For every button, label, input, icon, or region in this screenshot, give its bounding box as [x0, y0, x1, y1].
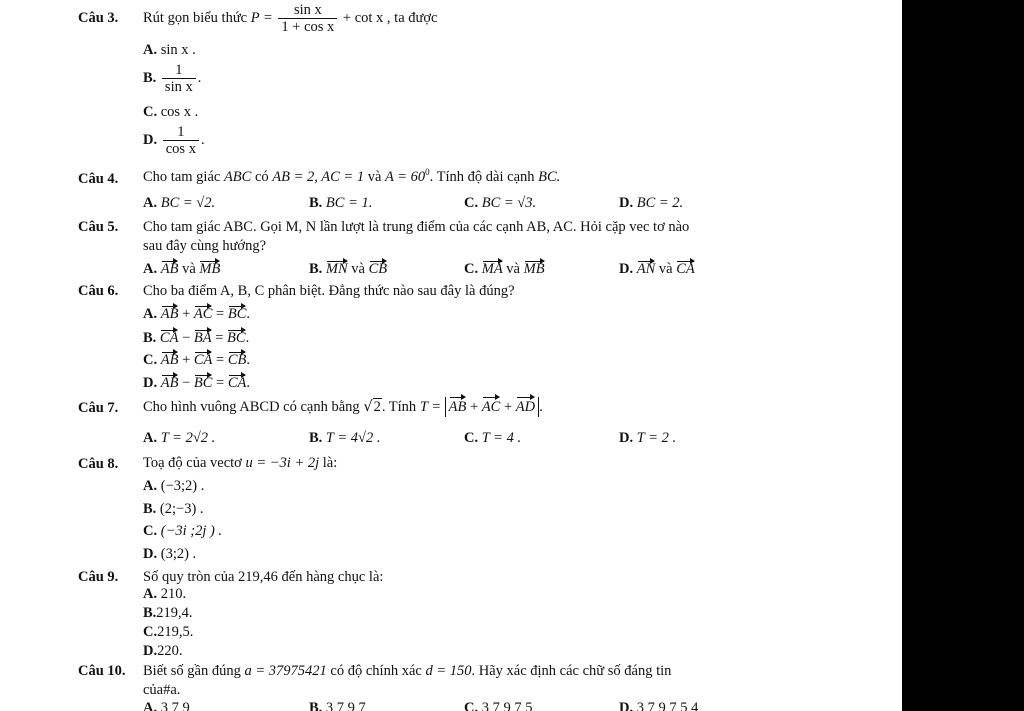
q4-option-d [619, 195, 683, 212]
q4-option-b [309, 195, 372, 212]
option-text: T = 4 . [481, 430, 522, 446]
vector: BC [227, 330, 246, 346]
option-label: A. [143, 195, 158, 211]
option-label: D. [143, 375, 158, 391]
option-label: D. [143, 131, 158, 148]
frac-den: cos x [165, 141, 196, 157]
option-text: 3 7 9 7 5 4 [636, 700, 699, 711]
q7-stem: Cho hình vuông ABCD có cạnh bằng √2. Tính T = AB + AC + AD . [143, 399, 543, 415]
vector: AB [160, 352, 179, 368]
q4-option-a [143, 195, 215, 212]
q8-text-1: Toạ độ của vectơ [143, 455, 242, 471]
option-text: BC = 2. [636, 195, 684, 211]
vector: AD [515, 399, 536, 415]
q9-number: Câu 9. [78, 569, 119, 585]
q6-option-a [143, 306, 250, 323]
vector: CA [227, 375, 247, 391]
option-text: BC = √2. [160, 195, 216, 211]
option-label: D. [619, 195, 634, 211]
option-text: T = 4√2 . [325, 430, 381, 446]
q7-option-a [143, 430, 215, 447]
option-label: D. [143, 643, 158, 659]
frac-num: 1 [163, 124, 199, 141]
q6-option-d [143, 375, 250, 392]
option-label: B. [309, 261, 323, 277]
option-text: sin x . [160, 42, 196, 58]
q6-option-b [143, 330, 249, 347]
q3-number: Câu 3. [78, 10, 119, 26]
q7-option-d [619, 430, 676, 447]
option-text: (2;−3) . [159, 501, 204, 517]
q9-option-d [143, 643, 182, 660]
vector: AB [160, 261, 179, 277]
q10-option-c [464, 700, 532, 711]
option-text: 219,4. [156, 605, 193, 621]
q8-option-a [143, 478, 204, 495]
option-text: BC = √3. [481, 195, 537, 211]
vector: BC [227, 306, 247, 322]
q8-expression: u = −3i + 2j [245, 455, 320, 471]
q7-text-1: Cho hình vuông ABCD có cạnh bằng [143, 399, 360, 415]
q3-stem [143, 2, 437, 35]
q8-option-c [143, 523, 222, 540]
q7-abs: AB + AC + AD [445, 397, 539, 417]
option-label: A. [143, 261, 158, 277]
op: + [182, 306, 191, 322]
option-label: A. [143, 430, 158, 446]
q10-a: a = 37975421 [244, 663, 327, 679]
frac-num: 1 [162, 62, 196, 79]
op: . [246, 352, 251, 368]
option-text: 3 7 9 7 5 [481, 700, 533, 711]
op: . [246, 375, 251, 391]
q4-text-1: Cho tam giác [143, 168, 221, 185]
option-label: B. [309, 430, 323, 446]
q3-frac-num: sin x [278, 2, 337, 19]
option-label: C. [464, 195, 479, 211]
q7-sqrt: √2 [363, 399, 381, 415]
q3-option-a [143, 42, 196, 59]
q7-option-b [309, 430, 380, 447]
conj: và [506, 261, 520, 277]
q3-option-b: B. $\frac{1}{\text{sin x}}$ . [143, 62, 202, 95]
q10-text-2: có độ chính xác [330, 663, 422, 679]
option-label: A. [143, 586, 158, 602]
q10-stem [143, 663, 671, 680]
q3-d-fraction [163, 124, 199, 157]
q8-option-b [143, 501, 204, 518]
radicand: 2 [373, 399, 381, 415]
op: . [246, 306, 251, 322]
q8-option-d [143, 546, 196, 563]
option-label: D. [143, 546, 158, 562]
frac-den: sin x [164, 79, 193, 95]
vector: AC [481, 399, 501, 415]
q8-text-2: là: [322, 455, 338, 471]
vector: BA [193, 330, 212, 346]
vector: CA [193, 352, 213, 368]
vector: MB [523, 261, 545, 277]
q4-stem [143, 167, 560, 186]
op: . [245, 330, 250, 346]
option-label: A. [143, 478, 158, 494]
option-text: BC = 1. [325, 195, 373, 211]
conj: và [658, 261, 673, 277]
op: = [216, 375, 225, 391]
q4-number: Câu 4. [78, 171, 119, 187]
option-label: B. [309, 195, 323, 211]
q5-stem-line2: sau đây cùng hướng? [143, 238, 267, 254]
option-text: T = 2 . [636, 430, 677, 446]
vector: AB [160, 306, 179, 322]
option-label: B. [143, 605, 157, 621]
q9-stem: Số quy tròn của 219,46 đến hàng chục là: [143, 569, 384, 585]
q4-abc: ABC [223, 168, 252, 185]
option-text: (−3;2) . [160, 478, 205, 494]
q3-stem-post: + cot x , ta được [342, 9, 438, 26]
q10-stem-line2: của#a. [143, 682, 181, 698]
vector: CB [368, 261, 388, 277]
vector: CA [676, 261, 695, 277]
option-label: A. [143, 700, 158, 711]
q10-number: Câu 10. [78, 663, 126, 679]
option-label: A. [143, 306, 158, 322]
q4-given: AB = 2, AC = 1 [272, 168, 365, 185]
q9-option-a [143, 586, 186, 603]
q3-stem-text: Rút gọn biểu thức [143, 9, 248, 26]
option-label: C. [143, 104, 158, 120]
vector: CA [159, 330, 179, 346]
vector: MB [199, 261, 221, 277]
q7-option-c [464, 430, 521, 447]
op: = [215, 330, 224, 346]
conj: và [351, 261, 365, 277]
vector: AB [448, 399, 467, 415]
option-text: 210. [160, 586, 187, 602]
vector: MA [481, 261, 503, 277]
q3-fraction [278, 2, 337, 35]
q4-bc: BC. [538, 168, 561, 185]
option-text: 3 7 9 7 [325, 700, 366, 711]
option-label: D. [619, 700, 634, 711]
q4-angle: A = 60 [385, 168, 426, 185]
op: + [182, 352, 191, 368]
q10-text-1: Biết số gần đúng [143, 663, 241, 679]
option-text: (3;2) . [160, 546, 197, 562]
q10-d: d = 150 [425, 663, 472, 679]
option-label: C. [143, 624, 158, 640]
vector: AC [193, 306, 213, 322]
q6-option-c [143, 352, 250, 369]
q3-frac-den: 1 + cos x [281, 19, 335, 35]
q8-stem [143, 455, 337, 472]
q5-option-b [309, 261, 387, 278]
q3-b-fraction [162, 62, 196, 95]
q5-stem-line1: Cho tam giác ABC. Gọi M, N lần lượt là trung điểm của các cạnh AB, AC. Hỏi cặp vec tơ nào [143, 219, 690, 235]
q3-p-label: P = [250, 9, 273, 26]
option-label: B. [143, 501, 157, 517]
vector: BC [193, 375, 213, 391]
q9-option-c [143, 624, 193, 641]
q6-number: Câu 6. [78, 283, 119, 299]
q4-degree: 0 [425, 167, 430, 177]
option-label: B. [309, 700, 323, 711]
q3-option-c [143, 104, 198, 121]
q8-number: Câu 8. [78, 456, 119, 472]
q10-text-3: . Hãy xác định các chữ số đáng tin [471, 663, 672, 679]
option-label: B. [143, 69, 157, 86]
q10-option-b [309, 700, 366, 711]
q3-option-d: D. $\frac{1}{\text{cos x}}$ . [143, 124, 205, 157]
option-text: 220. [157, 643, 183, 659]
q10-option-a [143, 700, 190, 711]
option-label: C. [464, 700, 479, 711]
q7-t-label: T = [419, 399, 442, 415]
conj: và [182, 261, 196, 277]
option-label: D. [619, 430, 634, 446]
q4-text-4: . Tính độ dài cạnh [429, 168, 535, 185]
option-text: T = 2√2 . [160, 430, 216, 446]
q7-number: Câu 7. [78, 400, 119, 416]
vector: AB [160, 375, 179, 391]
option-label: C. [464, 261, 479, 277]
q10-option-d [619, 700, 698, 711]
q5-number: Câu 5. [78, 219, 119, 235]
q5-option-d [619, 261, 695, 278]
q5-option-c [464, 261, 545, 278]
q4-text-2: có [254, 168, 269, 185]
q5-option-a [143, 261, 220, 278]
option-label: C. [143, 352, 158, 368]
option-label: A. [143, 42, 158, 58]
op: − [182, 375, 191, 391]
vector: AN [636, 261, 656, 277]
option-label: B. [143, 330, 157, 346]
option-label: C. [143, 523, 158, 539]
q4-option-c [464, 195, 536, 212]
op: = [216, 306, 225, 322]
option-label: D. [619, 261, 634, 277]
option-label: C. [464, 430, 479, 446]
op: = [216, 352, 225, 368]
vector: CB [227, 352, 247, 368]
option-text: cos x . [160, 104, 199, 120]
vector: MN [325, 261, 348, 277]
q9-option-b [143, 605, 193, 622]
option-text: 219,5. [157, 624, 194, 640]
option-text: (−3i ;2j ) . [160, 523, 223, 539]
option-text: 3 7 9 [160, 700, 190, 711]
q6-stem: Cho ba điểm A, B, C phân biệt. Đẳng thức nào sau đây là đúng? [143, 283, 515, 299]
op: − [182, 330, 191, 346]
q7-text-2: . Tính [381, 399, 417, 415]
q4-text-3: và [367, 168, 382, 185]
